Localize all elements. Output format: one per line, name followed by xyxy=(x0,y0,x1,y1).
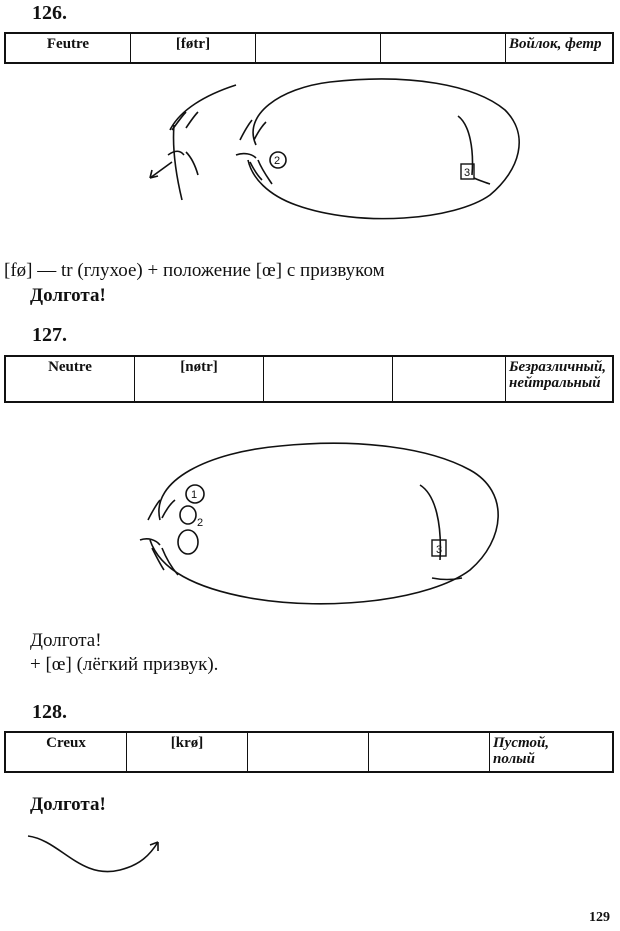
note-text: Долгота! xyxy=(30,794,106,815)
transcription-cell: [krø] xyxy=(127,732,248,772)
translation-line: Пустой, xyxy=(493,735,550,751)
marker-label: 1 xyxy=(191,489,198,501)
note-text: Долгота! xyxy=(30,285,106,306)
word-cell: Creux xyxy=(5,732,127,772)
translation-line: полый xyxy=(493,751,535,767)
empty-cell xyxy=(248,732,369,772)
note-text: + [œ] (лёгкий призвук). xyxy=(30,654,219,675)
marker-label: 2 xyxy=(274,155,281,167)
marker-label: 3 xyxy=(436,544,443,556)
page-number: 129 xyxy=(589,910,610,925)
transcription-cell: [føtr] xyxy=(131,33,256,63)
translation-cell: Войлок, фетр xyxy=(506,33,614,63)
marker-circle xyxy=(178,530,198,554)
translation-line: нейтральный xyxy=(509,375,601,391)
note-text: Долгота! xyxy=(30,630,102,651)
entry-table xyxy=(4,731,614,773)
entry-number: 128. xyxy=(32,701,67,723)
translation-cell xyxy=(490,732,614,772)
marker-circle xyxy=(180,506,196,524)
empty-cell xyxy=(264,356,393,402)
translation-cell xyxy=(506,356,614,402)
entry-number: 126. xyxy=(32,2,67,24)
entry-number: 127. xyxy=(32,324,67,346)
translation-line: Безразличный, xyxy=(509,359,607,375)
empty-cell xyxy=(369,732,490,772)
word-cell: Feutre xyxy=(5,33,131,63)
note-text: [fø] — tr (глухое) + положение [œ] с призвуком xyxy=(4,260,385,281)
transcription-cell: [nøtr] xyxy=(135,356,264,402)
entry-table xyxy=(4,355,614,403)
word-cell: Neutre xyxy=(5,356,135,402)
empty-cell xyxy=(393,356,506,402)
marker-label: 2 xyxy=(197,517,204,529)
marker-label: 3 xyxy=(464,167,471,179)
